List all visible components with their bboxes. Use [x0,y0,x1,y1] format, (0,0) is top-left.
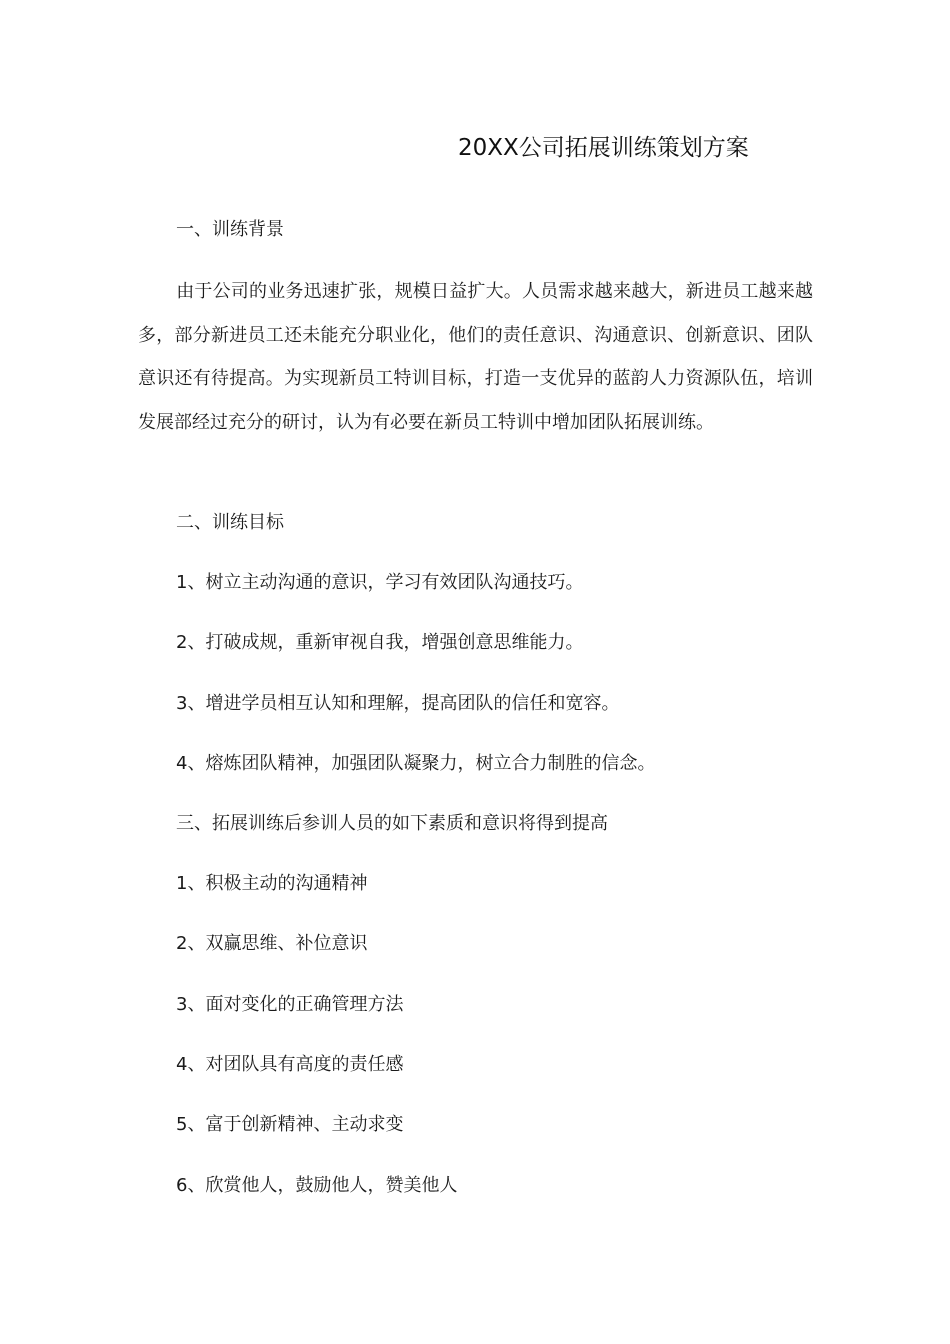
section-heading-outcomes: 三、拓展训练后参训人员的如下素质和意识将得到提高 [176,813,608,834]
outcome-item: 6、欣赏他人，鼓励他人，赞美他人 [176,1175,458,1196]
objective-item: 2、打破成规，重新审视自我，增强创意思维能力。 [176,632,584,653]
section-heading-objectives: 二、训练目标 [176,512,284,533]
outcome-item: 1、积极主动的沟通精神 [176,873,368,894]
outcome-item: 5、富于创新精神、主动求变 [176,1114,404,1135]
objective-item: 1、树立主动沟通的意识，学习有效团队沟通技巧。 [176,572,584,593]
outcome-item: 3、面对变化的正确管理方法 [176,994,404,1015]
objective-item: 4、熔炼团队精神，加强团队凝聚力，树立合力制胜的信念。 [176,753,656,774]
section-heading-background: 一、训练背景 [176,219,284,240]
outcome-item: 4、对团队具有高度的责任感 [176,1054,404,1075]
background-paragraph [138,270,813,444]
background-paragraph-text: 由于公司的业务迅速扩张，规模日益扩大。人员需求越来越大，新进员工越来越多，部分新进员工还未能充分职业化，他们的责任意识、沟通意识、创新意识、团队意识还有待提高。为实现新员工特训目标，打造一支优异的蓝韵人力资源队伍，培训发展部经过充分的研讨，认为有必要在新员工特训中增加团队拓展训练。 [138,281,813,433]
outcome-item: 2、双赢思维、补位意识 [176,933,368,954]
document-title: 20XX公司拓展训练策划方案 [458,135,749,161]
objective-item: 3、增进学员相互认知和理解，提高团队的信任和宽容。 [176,693,620,714]
